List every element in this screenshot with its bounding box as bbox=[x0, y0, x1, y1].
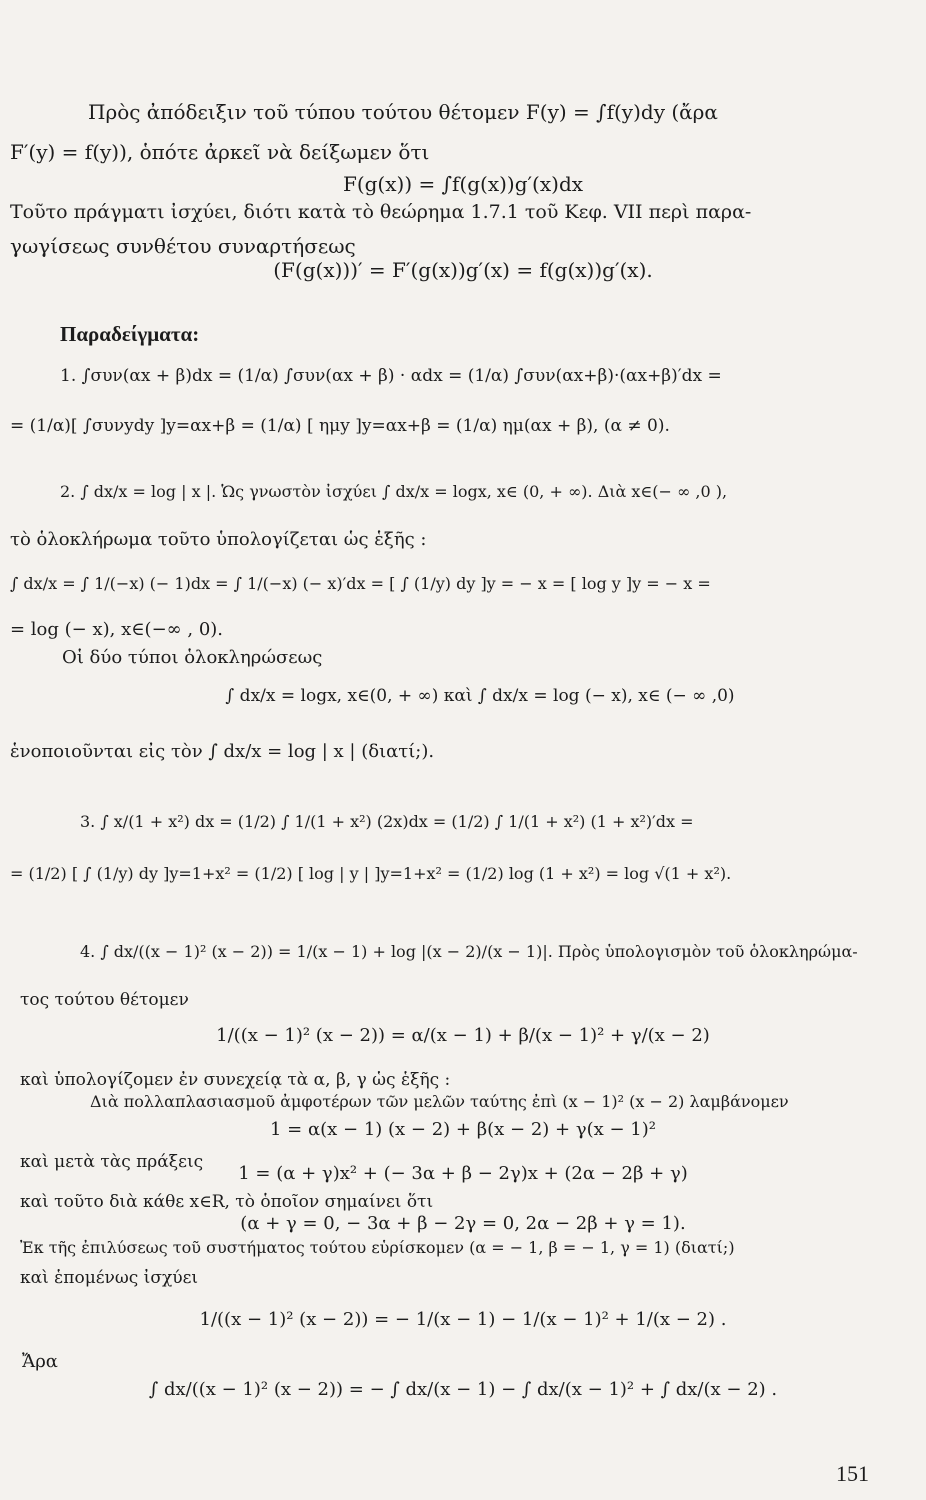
example-2-line-1: 2. ∫ dx/x = log | x |. Ὡς γνωστὸν ἰσχύει ∫ dx/x = logx, x∈ (0, + ∞). Διὰ x∈(− ∞ ,0 ), bbox=[60, 482, 728, 501]
equation-8: 1/((x − 1)² (x − 2)) = − 1/(x − 1) − 1/(x − 1)² + 1/(x − 2) . bbox=[199, 1309, 727, 1330]
example-2-line-6: ἑνοποιοῦνται εἰς τὸν ∫ dx/x = log | x | (διατί;). bbox=[10, 741, 435, 762]
example-4-line-9: Ἄρα bbox=[22, 1351, 58, 1372]
equation-6: 1 = (α + γ)x² + (− 3α + β − 2γ)x + (2α − 2β + γ) bbox=[238, 1163, 688, 1184]
example-3-line-1: 3. ∫ x/(1 + x²) dx = (1/2) ∫ 1/(1 + x²) (2x)dx = (1/2) ∫ 1/(1 + x²) (1 + x²)′dx = bbox=[80, 812, 694, 831]
section-heading: Παραδείγματα: bbox=[60, 322, 200, 346]
equation-9: ∫ dx/((x − 1)² (x − 2)) = − ∫ dx/(x − 1) − ∫ dx/(x − 1)² + ∫ dx/(x − 2) . bbox=[148, 1379, 778, 1400]
text-line-4: γωγίσεως συνθέτου συναρτήσεως bbox=[10, 234, 356, 258]
example-3-line-2: = (1/2) [ ∫ (1/y) dy ]y=1+x² = (1/2) [ log | y | ]y=1+x² = (1/2) log (1 + x²) = log √(1 + x²). bbox=[10, 864, 732, 883]
equation-1: F(g(x)) = ∫f(g(x))g′(x)dx bbox=[342, 172, 584, 196]
example-4-line-6: καὶ τοῦτο διὰ κάθε x∈R, τὸ ὁποῖον σημαίνει ὅτι bbox=[20, 1192, 434, 1212]
example-4-line-8: καὶ ἑπομένως ἰσχύει bbox=[20, 1268, 199, 1288]
example-4-line-7: Ἐκ τῆς ἐπιλύσεως τοῦ συστήματος τούτου εὑρίσκομεν (α = − 1, β = − 1, γ = 1) (διατί;) bbox=[20, 1238, 735, 1257]
equation-7: (α + γ = 0, − 3α + β − 2γ = 0, 2α − 2β + γ = 1). bbox=[240, 1213, 686, 1234]
example-1-line-2: = (1/α)[ ∫συνydy ]y=αx+β = (1/α) [ ημy ]y=αx+β = (1/α) ημ(αx + β), (α ≠ 0). bbox=[10, 416, 670, 436]
example-4-line-5: καὶ μετὰ τὰς πράξεις bbox=[20, 1152, 204, 1172]
example-4-line-3: καὶ ὑπολογίζομεν ἐν συνεχείᾳ τὰ α, β, γ ὡς ἑξῆς : bbox=[20, 1070, 451, 1090]
example-2-line-3: ∫ dx/x = ∫ 1/(−x) (− 1)dx = ∫ 1/(−x) (− x)′dx = [ ∫ (1/y) dy ]y = − x = [ log y ]y = − x = bbox=[10, 574, 711, 593]
text-line-3: Τοῦτο πράγματι ἰσχύει, διότι κατὰ τὸ θεώρημα 1.7.1 τοῦ Κεφ. VII περὶ παρα- bbox=[10, 201, 752, 223]
equation-2: (F(g(x)))′ = F′(g(x))g′(x) = f(g(x))g′(x). bbox=[273, 258, 653, 282]
example-4-line-4: Διὰ πολλαπλασιασμοῦ ἀμφοτέρων τῶν μελῶν ταύτης ἐπὶ (x − 1)² (x − 2) λαμβάνομεν bbox=[90, 1092, 789, 1111]
equation-3: ∫ dx/x = logx, x∈(0, + ∞) καὶ ∫ dx/x = log (− x), x∈ (− ∞ ,0) bbox=[225, 686, 735, 706]
text-line-1: Πρὸς ἀπόδειξιν τοῦ τύπου τούτου θέτομεν F(y) = ∫f(y)dy (ἄρα bbox=[88, 100, 718, 124]
page-number: 151 bbox=[836, 1461, 869, 1486]
text-line-2: F′(y) = f(y)), ὁπότε ἀρκεῖ νὰ δείξωμεν ὅτι bbox=[10, 140, 430, 164]
example-4-line-2: τος τούτου θέτομεν bbox=[20, 990, 189, 1010]
equation-5: 1 = α(x − 1) (x − 2) + β(x − 2) + γ(x − 1)² bbox=[270, 1119, 656, 1140]
example-2-line-2: τὸ ὁλοκλήρωμα τοῦτο ὑπολογίζεται ὡς ἑξῆς : bbox=[10, 529, 427, 550]
example-2-line-5: Οἱ δύο τύποι ὁλοκληρώσεως bbox=[62, 647, 323, 668]
example-2-line-4: = log (− x), x∈(−∞ , 0). bbox=[10, 619, 224, 640]
example-4-line-1: 4. ∫ dx/((x − 1)² (x − 2)) = 1/(x − 1) + log |(x − 2)/(x − 1)|. Πρὸς ὑπολογισμὸν τοῦ ὁλοκληρώμα- bbox=[80, 942, 858, 961]
example-1-line-1: 1. ∫συν(αx + β)dx = (1/α) ∫συν(αx + β) · αdx = (1/α) ∫συν(αx+β)·(αx+β)′dx = bbox=[60, 366, 722, 386]
equation-4: 1/((x − 1)² (x − 2)) = α/(x − 1) + β/(x − 1)² + γ/(x − 2) bbox=[216, 1025, 710, 1046]
